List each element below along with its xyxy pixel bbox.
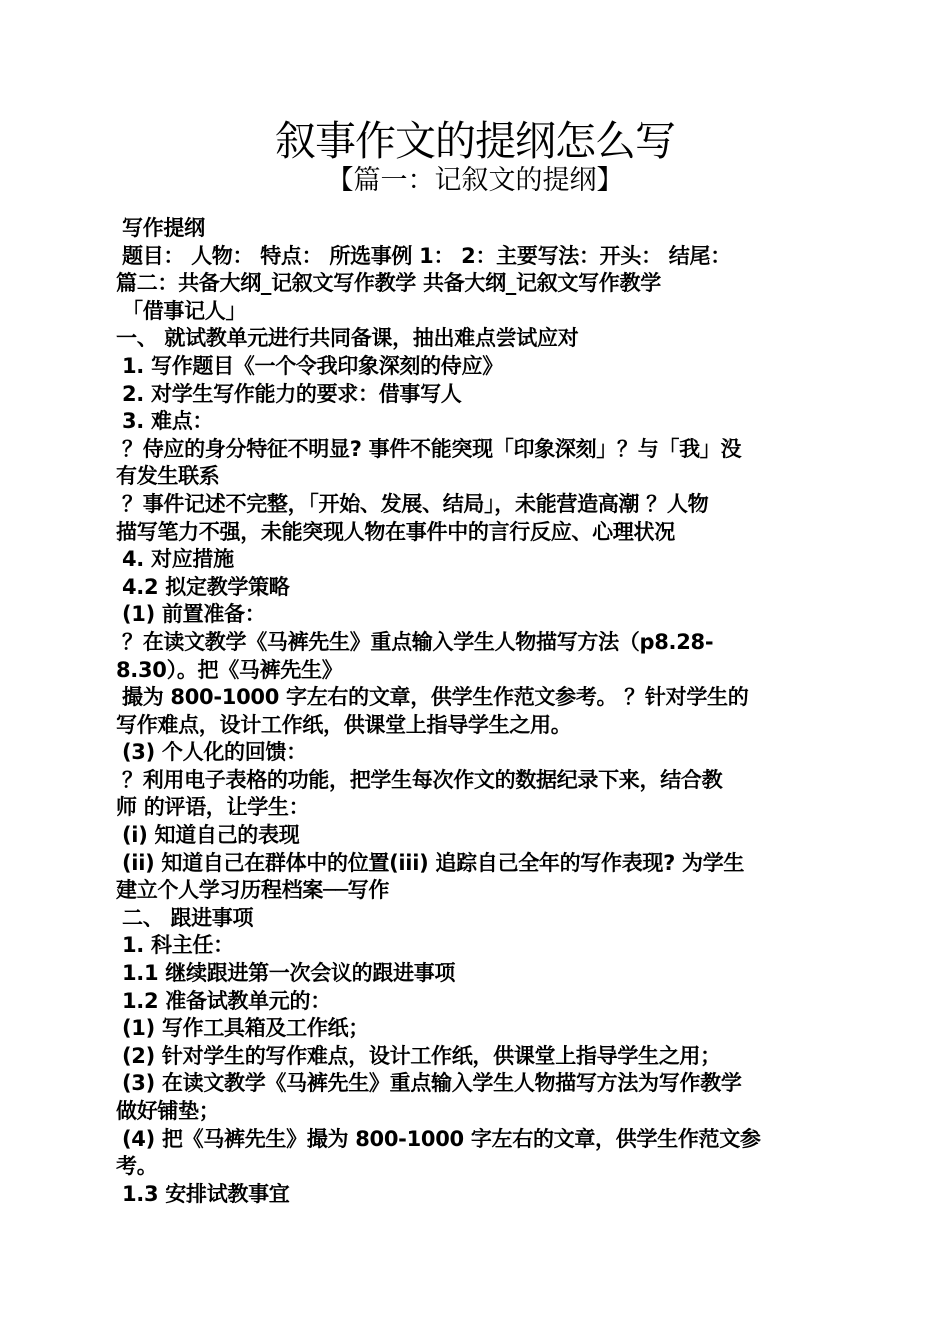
text-line: 做好铺垫； <box>116 1099 220 1123</box>
text-line: (3) 个人化的回馈： <box>122 740 307 765</box>
text-line: 8.30）。把《马裤先生》 <box>116 657 343 682</box>
text-line: 写作提纲 <box>122 216 205 240</box>
text-line: 4. 对应措施 <box>122 547 234 572</box>
text-line: 二、 跟进事项 <box>122 905 254 930</box>
text-line: (1) 前置准备： <box>122 602 266 627</box>
text-line: 题目： 人物： 特点： 所选事例 1： 2：主要写法：开头： 结尾： <box>122 243 731 268</box>
text-line: 1.1 继续跟进第一次会议的跟进事项 <box>122 961 456 986</box>
text-line: 师 的评语，让学生： <box>116 795 310 820</box>
text-line: 撮为 800-1000 字左右的文章，供学生作范文参考。 ？针对学生的 <box>122 685 749 710</box>
text-line: 1. 写作题目《一个令我印象深刻的侍应》 <box>122 353 503 378</box>
text-line: ？利用电子表格的功能，把学生每次作文的数据纪录下来，结合教 <box>122 767 723 792</box>
text-line: ？侍应的身分特征不明显? 事件不能突现「印象深刻」？与「我」没 <box>122 436 742 461</box>
text-line: 3. 难点： <box>122 409 214 434</box>
text-line: 写作难点，设计工作纸，供课堂上指导学生之用。 <box>116 712 572 737</box>
text-line: 篇二：共备大纲_记叙文写作教学 共备大纲_记叙文写作教学 <box>116 271 661 296</box>
text-line: (4) 把《马裤先生》撮为 800-1000 字左右的文章，供学生作范文参 <box>122 1126 761 1151</box>
text-line: (2) 针对学生的写作难点，设计工作纸，供课堂上指导学生之用； <box>122 1043 721 1068</box>
text-line: (ii) 知道自己在群体中的位置(iii) 追踪自己全年的写作表现? 为学生 <box>122 850 745 875</box>
text-line: 有发生联系 <box>116 464 220 489</box>
text-line: 「借事记人」 <box>122 298 247 323</box>
text-line: 2. 对学生写作能力的要求：借事写人 <box>122 381 462 406</box>
text-line: (1) 写作工具箱及工作纸； <box>122 1016 369 1041</box>
text-line: ？事件记述不完整，「开始、发展、结局」，未能营造高潮 ？人物 <box>122 491 709 516</box>
document-body <box>116 215 836 1208</box>
text-line: 一、 就试教单元进行共同备课，抽出难点尝试应对 <box>116 326 579 351</box>
page-title: 叙事作文的提纲怎么写 <box>275 117 675 165</box>
page-subtitle: 【篇一：记叙文的提纲】 <box>326 165 624 196</box>
text-line: (i) 知道自己的表现 <box>122 823 300 848</box>
text-line: 1.3 安排试教事宜 <box>122 1181 290 1206</box>
text-line: 描写笔力不强，未能突现人物在事件中的言行反应、心理状况 <box>116 519 675 544</box>
text-line: 建立个人学习历程档案──写作 <box>116 878 390 903</box>
text-line: ？在读文教学《马裤先生》重点输入学生人物描写方法（p8.28- <box>122 629 714 654</box>
text-line: 4.2 拟定教学策略 <box>122 574 290 599</box>
text-line: 1. 科主任： <box>122 933 234 958</box>
text-line: (3) 在读文教学《马裤先生》重点输入学生人物描写方法为写作教学 <box>122 1071 742 1096</box>
text-line: 考。 <box>116 1154 158 1179</box>
text-line: 1.2 准备试教单元的： <box>122 988 331 1013</box>
